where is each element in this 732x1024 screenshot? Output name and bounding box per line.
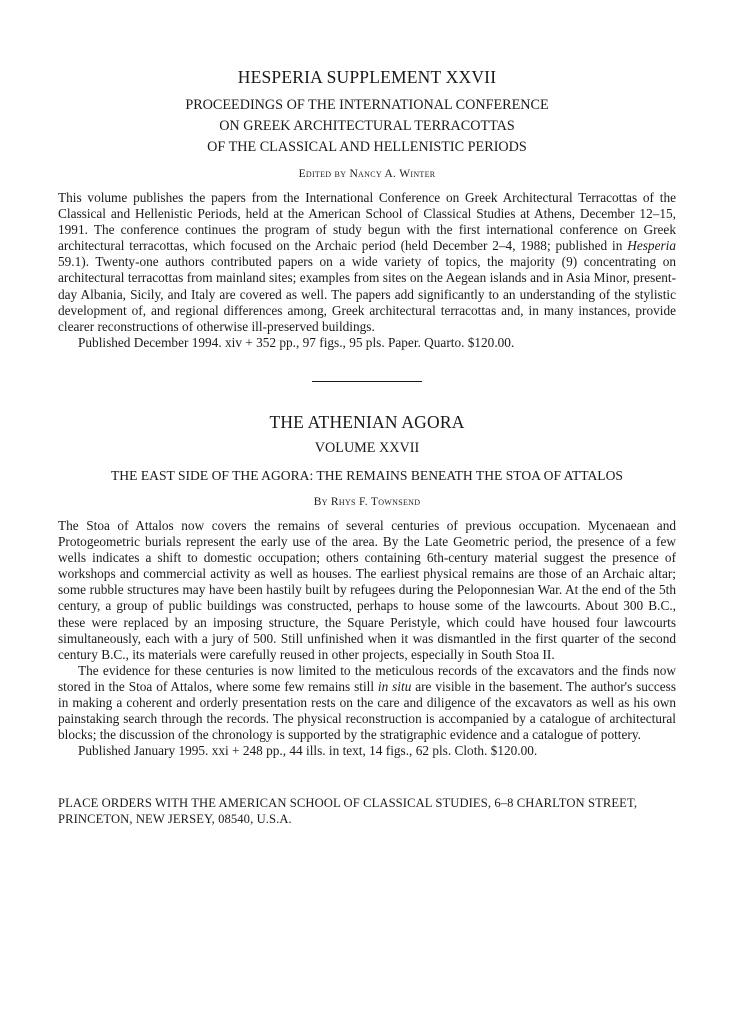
orders-line-1: PLACE ORDERS WITH THE AMERICAN SCHOOL OF CLASSICAL STUDIES, 6–8 CHARLTON STREET, [58,796,638,811]
section2-published: Published January 1995. xxi + 248 pp., 44 ills. in text, 14 figs., 62 pls. Cloth. $120.00. [78,743,538,759]
section1-description-part1: This volume publishes the papers from the International Conference on Greek Architectural Terracottas of the Classical and Hellenistic Periods, held at the American School of Classical Studies at Athens, December 12–15, 1991. The conference continues the program of study begun with the first international conference on Greek architectural terracottas, which focused on the Archaic period (held December 2–4, 1988; published in [58,190,676,254]
page [58,66,676,827]
section1-subtitle-line-1: PROCEEDINGS OF THE INTERNATIONAL CONFERENCE [185,97,549,113]
section2-title: THE ATHENIAN AGORA [269,411,465,432]
section2-paragraph-2-part1: The evidence for these centuries is now limited to the meticulous records of the excavators and the finds now stored in the Stoa of Attalos, where some few remains still [58,662,676,694]
orders-line-2: PRINCETON, NEW JERSEY, 08540, U.S.A. [58,812,292,827]
section1-subtitle-line-3: OF THE CLASSICAL AND HELLENISTIC PERIODS [207,139,527,155]
section2-paragraph-2-part2: are visible in the basement. The author's success in making a coherent and orderly presentation rests on the care and diligence of the excavators as well as his own painstaking search through the records. The physical reconstruction is accompanied by a catalogue of architectural blocks; the discussion of the chronology is supported by the stratigraphic evidence and a catalogue of pottery. [58,678,676,743]
section1-description-italic: Hesperia [627,238,676,254]
section2-subtitle: THE EAST SIDE OF THE AGORA: THE REMAINS BENEATH THE STOA OF ATTALOS [111,467,623,483]
section2-paragraph-2 [58,663,676,743]
section2-paragraph-2-italic: in situ [377,678,412,694]
section1-title: HESPERIA SUPPLEMENT XXVII [237,67,497,87]
section1-description-part2: 59.1). Twenty-one authors contributed papers on a wide variety of topics, the majority (9) concentrating on architectural terracottas from mainland sites; examples from sites on the Aegean islands and in Asia Minor, present-day Albania, Sicily, and Italy are covered as well. The papers add significantly to an understanding of the stylistic development of, and regional differences among, Greek architectural terracottas and, in many instances, provide clearer reconstructions of otherwise ill-preserved buildings. [58,254,676,334]
section2-volume: VOLUME XXVII [314,439,420,456]
section2-byline: By Rhys F. Townsend [313,495,421,508]
section1-subtitle-line-2: ON GREEK ARCHITECTURAL TERRACOTTAS [219,118,515,134]
section1-byline: Edited by Nancy A. Winter [298,168,436,180]
section2-paragraph-1: The Stoa of Attalos now covers the remains of several centuries of previous occupation. Mycenaean and Protogeometric burials represent the early use of the area. By the Late Geometric period, the presence of a few wells indicates a shift to domestic occupation; others containing 6th-century material suggest the presence of workshops and commercial activity as well as houses. The earliest physical remains are those of an Archaic altar; some rubble structures may have been hastily built by refugees during the Peloponnesian War. At the end of the 5th century, a group of public buildings was constructed, perhaps to house some of the lawcourts. About 300 B.C., these were replaced by an imposing structure, the Square Peristyle, which could have housed four lawcourts simultaneously, each with a jury of 500. Still unfinished when it was dismantled in the first quarter of the second century B.C., its materials were carefully reused in other projects, especially in South Stoa II. [58,517,676,662]
section1-published: Published December 1994. xiv + 352 pp., 97 figs., 95 pls. Paper. Quarto. $120.00. [78,334,515,350]
section1-description [58,190,676,335]
